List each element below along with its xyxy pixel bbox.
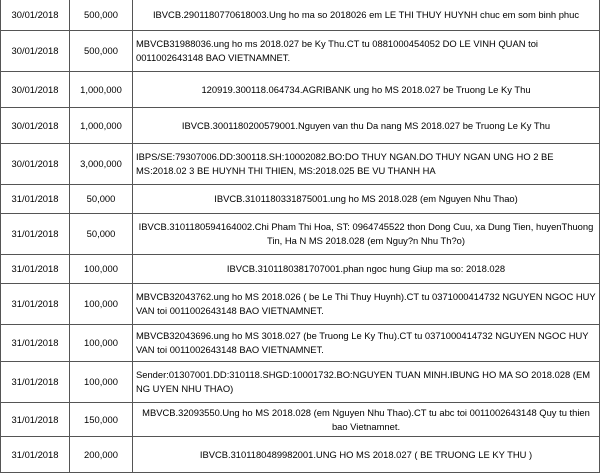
description-cell: MBVCB32043696.ung ho MS 3018.027 (be Truong Le Ky Thu).CT tu 0371000414732 NGUYEN NGOC HUY VAN toi 0011002643148 BAO VIETNAMNET. — [133, 325, 600, 362]
amount-cell: 100,000 — [70, 284, 133, 325]
description-cell: IBPS/SE:79307006.DD:300118.SH:10002082.BO:DO THUY NGAN.DO THUY NGAN UNG HO 2 BE MS:2018.02 3 BE HUYNH THI THIEN, MS:2018.025 BE VU THANH HA — [133, 144, 600, 185]
description-cell: Sender:01307001.DD:310118.SHGD:10001732.BO:NGUYEN TUAN MINH.IBUNG HO MA SO 2018.028 (EM NG UYEN NHU THAO) — [133, 362, 600, 403]
description-cell: IBVCB.3101180331875001.ung ho MS 2018.028 (em Nguyen Nhu Thao) — [133, 185, 600, 214]
date-cell: 30/01/2018 — [1, 31, 70, 72]
amount-cell: 1,000,000 — [70, 108, 133, 144]
amount-cell: 100,000 — [70, 255, 133, 284]
description-cell: IBVCB.3101180489982001.UNG HO MS 2018.027 ( BE TRUONG LE KY THU ) — [133, 437, 600, 473]
table-row — [1, 255, 600, 284]
amount-cell: 50,000 — [70, 214, 133, 255]
table-row — [1, 31, 600, 72]
amount-cell: 100,000 — [70, 362, 133, 403]
table-row — [1, 362, 600, 403]
amount-cell: 500,000 — [70, 31, 133, 72]
table-row — [1, 72, 600, 108]
table-row — [1, 0, 600, 31]
date-cell: 30/01/2018 — [1, 0, 70, 31]
date-cell: 31/01/2018 — [1, 214, 70, 255]
table-row — [1, 437, 600, 473]
date-cell: 31/01/2018 — [1, 403, 70, 437]
date-cell: 31/01/2018 — [1, 325, 70, 362]
table-row — [1, 185, 600, 214]
description-cell: MBVCB.32093550.Ung ho MS 2018.028 (em Nguyen Nhu Thao).CT tu abc toi 0011002643148 Quy tu thien bao Vietnamnet. — [133, 403, 600, 437]
description-cell: 120919.300118.064734.AGRIBANK ung ho MS 2018.027 be Truong Le Ky Thu — [133, 72, 600, 108]
table-row — [1, 325, 600, 362]
amount-cell: 200,000 — [70, 437, 133, 473]
table-row — [1, 144, 600, 185]
description-cell: MBVCB31988036.ung ho ms 2018.027 be Ky Thu.CT tu 0881000454052 DO LE VINH QUAN toi 0011002643148 BAO VIETNAMNET. — [133, 31, 600, 72]
date-cell: 30/01/2018 — [1, 72, 70, 108]
date-cell: 31/01/2018 — [1, 255, 70, 284]
description-cell: IBVCB.3101180381707001.phan ngoc hung Giup ma so: 2018.028 — [133, 255, 600, 284]
table-row — [1, 108, 600, 144]
date-cell: 30/01/2018 — [1, 108, 70, 144]
table-row — [1, 403, 600, 437]
table-row — [1, 214, 600, 255]
amount-cell: 150,000 — [70, 403, 133, 437]
description-cell: MBVCB32043762.ung ho MS 2018.026 ( be Le Thi Thuy Huynh).CT tu 0371000414732 NGUYEN NGOC HUY VAN toi 0011002643148 BAO VIETNAMNET. — [133, 284, 600, 325]
date-cell: 31/01/2018 — [1, 437, 70, 473]
amount-cell: 3,000,000 — [70, 144, 133, 185]
amount-cell: 100,000 — [70, 325, 133, 362]
date-cell: 31/01/2018 — [1, 284, 70, 325]
description-cell: IBVCB.3101180594164002.Chi Pham Thi Hoa, ST: 0964745522 thon Dong Cuu, xa Dung Tien, huyenThuong Tin, Ha N MS 2018.028 (em Nguy?n Nhu Th?o) — [133, 214, 600, 255]
amount-cell: 1,000,000 — [70, 72, 133, 108]
description-cell: IBVCB.3001180200579001.Nguyen van thu Da nang MS 2018.027 be Truong Le Ky Thu — [133, 108, 600, 144]
date-cell: 31/01/2018 — [1, 362, 70, 403]
description-cell: IBVCB.2901180770618003.Ung ho ma so 2018026 em LE THI THUY HUYNH chuc em som binh phuc — [133, 0, 600, 31]
date-cell: 30/01/2018 — [1, 144, 70, 185]
amount-cell: 500,000 — [70, 0, 133, 31]
date-cell: 31/01/2018 — [1, 185, 70, 214]
amount-cell: 50,000 — [70, 185, 133, 214]
table-row — [1, 284, 600, 325]
